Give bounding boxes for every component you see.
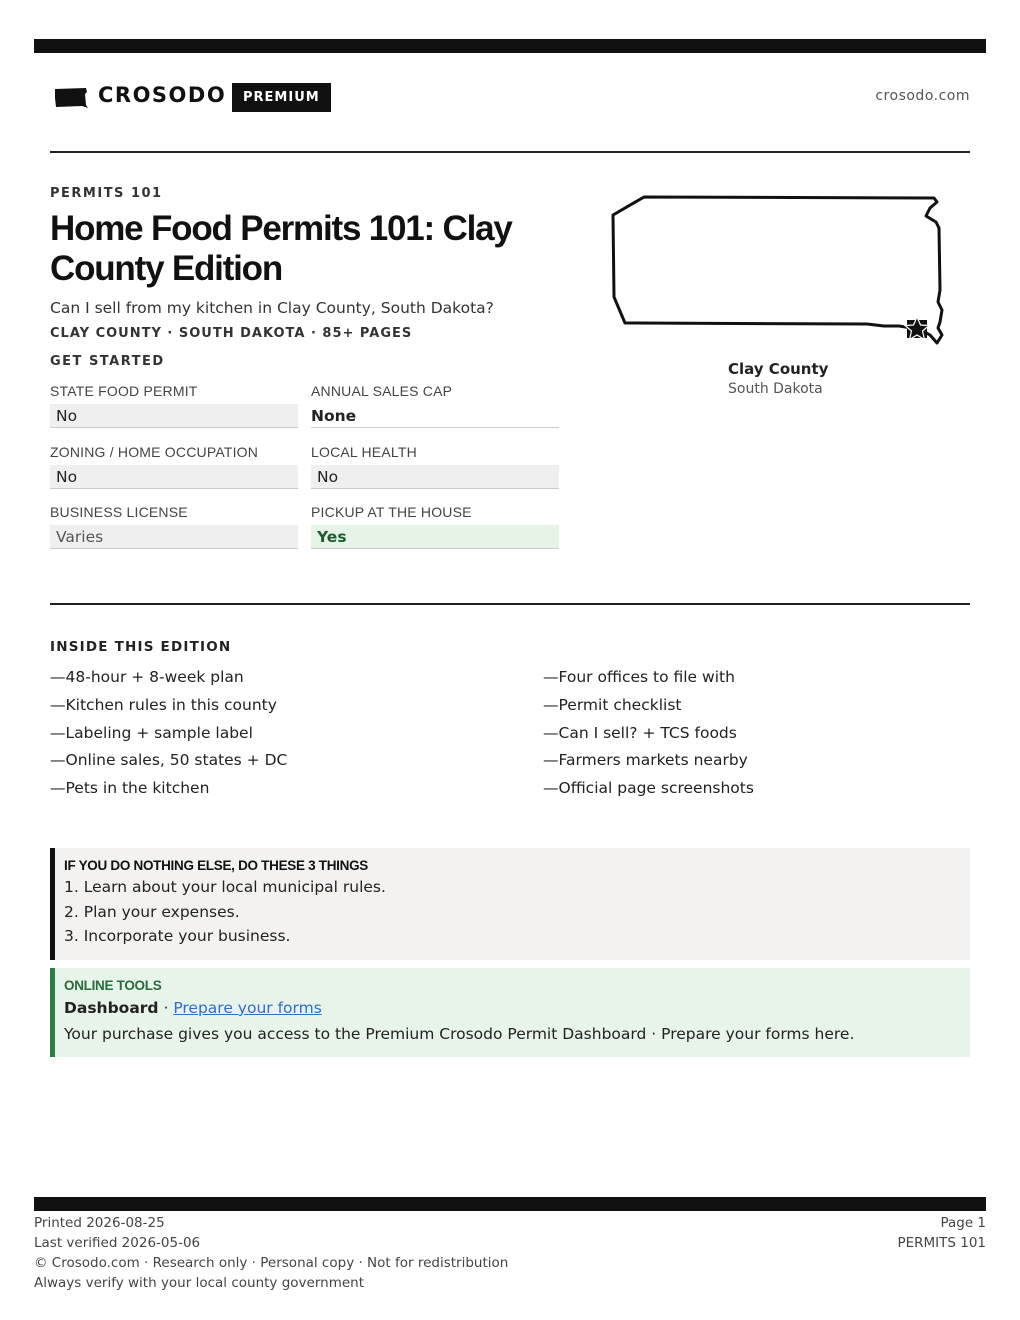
brand-name[interactable]: CROSODO bbox=[98, 83, 227, 107]
top-bar bbox=[34, 39, 986, 53]
field-label: ANNUAL SALES CAP bbox=[311, 383, 453, 399]
field-label: BUSINESS LICENSE bbox=[50, 504, 188, 520]
page-subtitle: Can I sell from my kitchen in Clay County, South Dakota? bbox=[50, 299, 494, 317]
list-item: —Farmers markets nearby bbox=[543, 751, 748, 770]
footer-section: PERMITS 101 bbox=[897, 1235, 986, 1251]
footer-right bbox=[897, 1213, 986, 1253]
page-title: Home Food Permits 101: Clay County Edition bbox=[50, 209, 512, 288]
list-item: —Can I sell? + TCS foods bbox=[543, 723, 737, 742]
premium-badge: PREMIUM bbox=[232, 83, 331, 112]
field-business-license bbox=[50, 502, 298, 549]
get-started-heading: GET STARTED bbox=[50, 354, 165, 369]
list-item: —Labeling + sample label bbox=[50, 723, 253, 742]
map-state-label: South Dakota bbox=[728, 381, 823, 397]
inside-list-left bbox=[50, 664, 287, 803]
callout-title: ONLINE TOOLS bbox=[64, 978, 162, 993]
field-zoning bbox=[50, 442, 298, 489]
field-label: PICKUP AT THE HOUSE bbox=[311, 504, 472, 520]
page-number: Page 1 bbox=[940, 1215, 986, 1231]
dashboard-label: Dashboard bbox=[64, 999, 159, 1017]
list-item: —Official page screenshots bbox=[543, 779, 754, 798]
list-item: —Online sales, 50 states + DC bbox=[50, 751, 288, 770]
field-annual-sales-cap bbox=[311, 381, 559, 428]
task-item: 1. Learn about your local municipal rules. bbox=[64, 878, 386, 896]
field-value: None bbox=[311, 404, 559, 428]
page-header bbox=[50, 80, 970, 116]
footer-bar bbox=[34, 1197, 986, 1211]
field-value: No bbox=[311, 465, 559, 489]
field-local-health bbox=[311, 442, 559, 489]
list-item: —Kitchen rules in this county bbox=[50, 695, 277, 714]
printed-date: Printed 2026-08-25 bbox=[34, 1215, 165, 1231]
state-logo-icon bbox=[54, 88, 88, 112]
callout-title: IF YOU DO NOTHING ELSE, DO THESE 3 THINGS bbox=[64, 858, 368, 873]
task-item: 2. Plan your expenses. bbox=[64, 902, 240, 921]
dashboard-line bbox=[64, 995, 970, 1021]
online-tools-callout bbox=[50, 968, 970, 1057]
section-eyebrow: PERMITS 101 bbox=[50, 186, 163, 201]
list-item: —48-hour + 8-week plan bbox=[50, 668, 244, 686]
copyright: © Crosodo.com · Research only · Personal copy · Not for redistribution bbox=[34, 1255, 509, 1271]
inside-list-right bbox=[543, 664, 754, 803]
tools-description: Your purchase gives you access to the Premium Crosodo Permit Dashboard · Prepare your forms here. bbox=[64, 1025, 855, 1043]
task-item: 3. Incorporate your business. bbox=[64, 927, 291, 945]
field-value: Varies bbox=[50, 525, 298, 549]
separator: · bbox=[158, 999, 174, 1017]
field-value: No bbox=[50, 404, 298, 428]
footer-left bbox=[34, 1213, 508, 1293]
list-item: —Permit checklist bbox=[543, 695, 682, 714]
inside-edition-heading: INSIDE THIS EDITION bbox=[50, 639, 232, 655]
disclaimer: Always verify with your local county government bbox=[34, 1275, 364, 1291]
verified-date: Last verified 2026-05-06 bbox=[34, 1235, 201, 1251]
site-url[interactable]: crosodo.com bbox=[875, 88, 970, 104]
field-pickup-at-house bbox=[311, 502, 559, 549]
field-value: No bbox=[50, 465, 298, 489]
map-county-label: Clay County bbox=[728, 360, 829, 378]
field-value: Yes bbox=[311, 525, 559, 549]
state-map bbox=[608, 190, 948, 359]
three-things-callout bbox=[50, 848, 970, 960]
prepare-forms-link[interactable]: Prepare your forms bbox=[173, 999, 322, 1017]
field-label: STATE FOOD PERMIT bbox=[50, 383, 198, 399]
state-outline bbox=[613, 197, 942, 343]
field-state-food-permit bbox=[50, 381, 298, 428]
section-divider bbox=[50, 603, 970, 605]
list-item: —Pets in the kitchen bbox=[50, 779, 210, 798]
field-label: ZONING / HOME OCCUPATION bbox=[50, 444, 259, 460]
edition-meta: CLAY COUNTY · SOUTH DAKOTA · 85+ PAGES bbox=[50, 326, 413, 341]
list-item: —Four offices to file with bbox=[543, 668, 735, 686]
field-label: LOCAL HEALTH bbox=[311, 444, 417, 460]
header-divider bbox=[50, 151, 970, 153]
